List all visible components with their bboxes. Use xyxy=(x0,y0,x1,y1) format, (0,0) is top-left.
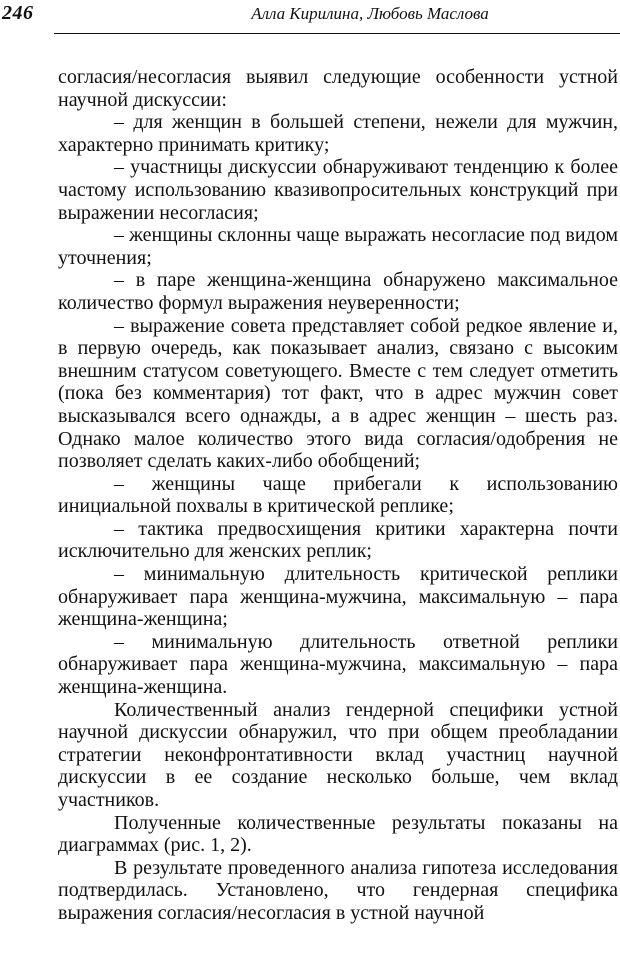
list-item-anticipation: – тактика предвосхищения критики характерна почти исключительно для женских реплик; xyxy=(58,517,618,563)
list-item-clarification: – женщины склонны чаще выражать несогласие под видом уточнения; xyxy=(58,224,618,269)
body-text xyxy=(58,66,618,925)
paragraph-diagrams: Полученные количественные результаты показаны на диаграммах (рис. 1, 2). xyxy=(58,811,618,857)
page-number: 246 xyxy=(2,2,34,24)
list-item-uncertainty: – в паре женщина-женщина обнаружено максимальное количество формул выражения неуверенности; xyxy=(58,269,618,314)
header-rule xyxy=(54,33,620,34)
paragraph-continued: согласия/несогласия выявил следующие особенности устной научной дискуссии: xyxy=(58,66,618,111)
list-item-criticism-acceptance: – для женщин в большей степени, нежели для мужчин, характерно принимать критику; xyxy=(58,111,618,156)
list-item-response-duration: – минимальную длительность ответной реплики обнаруживает пара женщина-мужчина, максимальную – пара женщина-женщина. xyxy=(58,630,618,699)
list-item-quasi-interrogative: – участницы дискуссии обнаруживают тенденцию к более частому использованию квазивопросительных конструкций при выражении несогласия; xyxy=(58,156,618,224)
list-item-praise: – женщины чаще прибегали к использованию инициальной похвалы в критической реплике; xyxy=(58,472,618,518)
page-header xyxy=(0,0,620,34)
running-head: Алла Кирилина, Любовь Маслова xyxy=(251,4,489,23)
list-item-critical-duration: – минимальную длительность критической реплики обнаруживает пара женщина-мужчина, максимальную – пара женщина-женщина; xyxy=(58,563,618,631)
paragraph-conclusion: В результате проведенного анализа гипотеза исследования подтвердилась. Установлено, что гендерная специфика выражения согласия/несогласия в устной научной xyxy=(58,856,618,924)
list-item-advice: – выражение совета представляет собой редкое явление и, в первую очередь, как показывает анализ, связано с высоким внешним статусом советующего. Вместе с тем следует отметить (пока без комментария) тот факт, что в адрес мужчин совет высказывался всего однажды, а в адрес женщин – шесть раз. Однако малое количество этого вида согласия/одобрения не позволяет сделать каких-либо обобщений; xyxy=(58,314,618,473)
paragraph-quantitative-analysis: Количественный анализ гендерной специфики устной научной дискуссии обнаружил, что при общем преобладании стратегии неконфронтативности вклад участниц научной дискуссии в ее создание несколько больше, чем вклад участников. xyxy=(58,698,618,811)
